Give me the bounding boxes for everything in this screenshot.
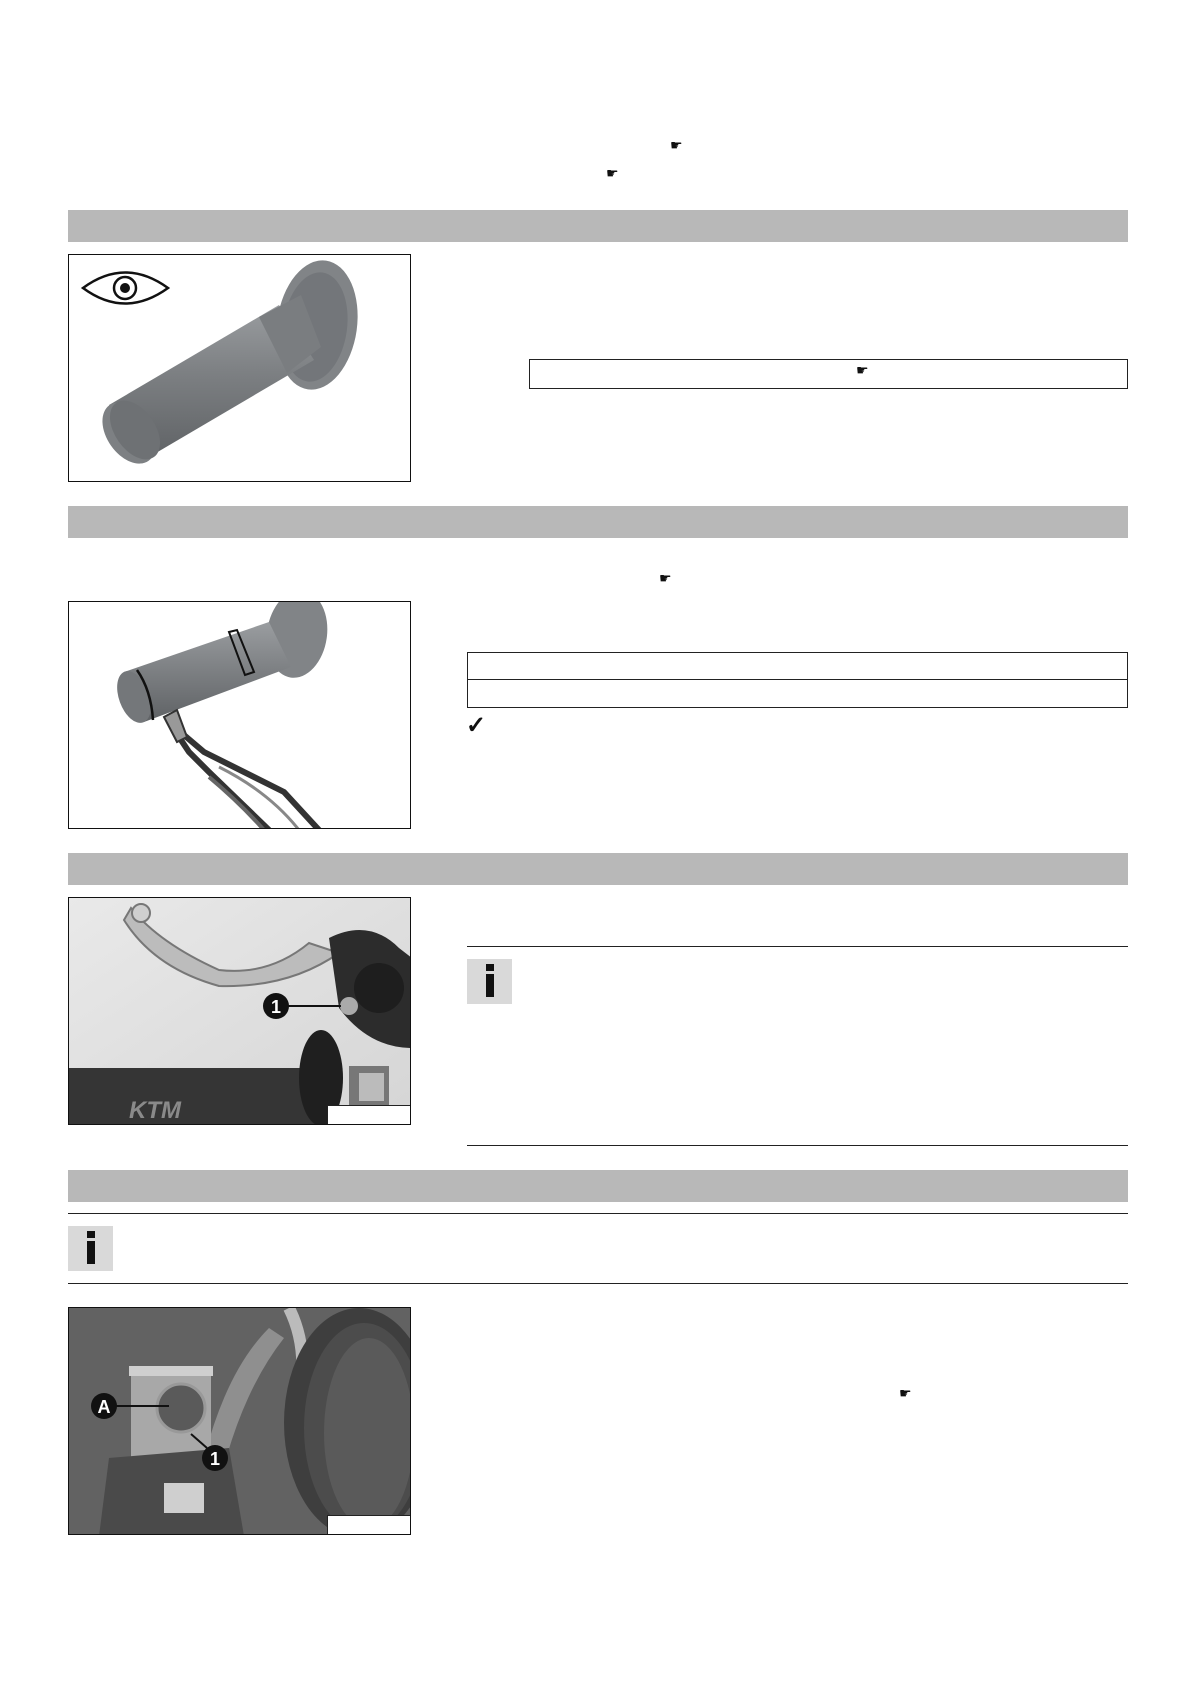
spec-table-row — [467, 679, 1128, 708]
hand-pointer-icon: ☛ — [606, 165, 619, 181]
info-icon — [68, 1226, 113, 1271]
hand-pointer-icon: ☛ — [670, 137, 683, 153]
clutch-lever-photo — [69, 898, 411, 1125]
note-rule-top — [467, 946, 1128, 947]
grip-cutting-illustration — [69, 602, 411, 829]
checkmark-icon: ✓ — [466, 712, 487, 739]
note-rule-bottom — [68, 1283, 1128, 1284]
ktm-logo: KTM — [129, 1097, 181, 1124]
spec-box — [529, 359, 1128, 389]
hand-pointer-icon: ☛ — [899, 1385, 912, 1401]
callout-marker-a: A — [97, 1397, 111, 1417]
figure-label-box — [327, 1105, 410, 1124]
section-header-bar — [68, 853, 1128, 885]
figure-grip-inspection — [68, 254, 411, 482]
grip-illustration — [69, 255, 411, 482]
eye-icon — [83, 273, 168, 304]
hand-pointer-icon: ☛ — [659, 570, 672, 586]
hand-pointer-icon: ☛ — [856, 362, 869, 378]
section-header-bar — [68, 210, 1128, 242]
section-header-bar — [68, 1170, 1128, 1202]
info-icon — [467, 959, 512, 1004]
figure-clutch-lever — [68, 897, 411, 1125]
spec-table-row — [467, 652, 1128, 680]
figure-brake-reservoir — [68, 1307, 411, 1535]
figure-grip-cutting — [68, 601, 411, 829]
note-rule-bottom — [467, 1145, 1128, 1146]
figure-label-box — [327, 1515, 410, 1534]
callout-marker-1: 1 — [209, 1449, 221, 1469]
callout-marker: 1 — [270, 997, 282, 1017]
note-rule-top — [68, 1213, 1128, 1214]
brake-reservoir-photo — [69, 1308, 411, 1535]
section-header-bar — [68, 506, 1128, 538]
